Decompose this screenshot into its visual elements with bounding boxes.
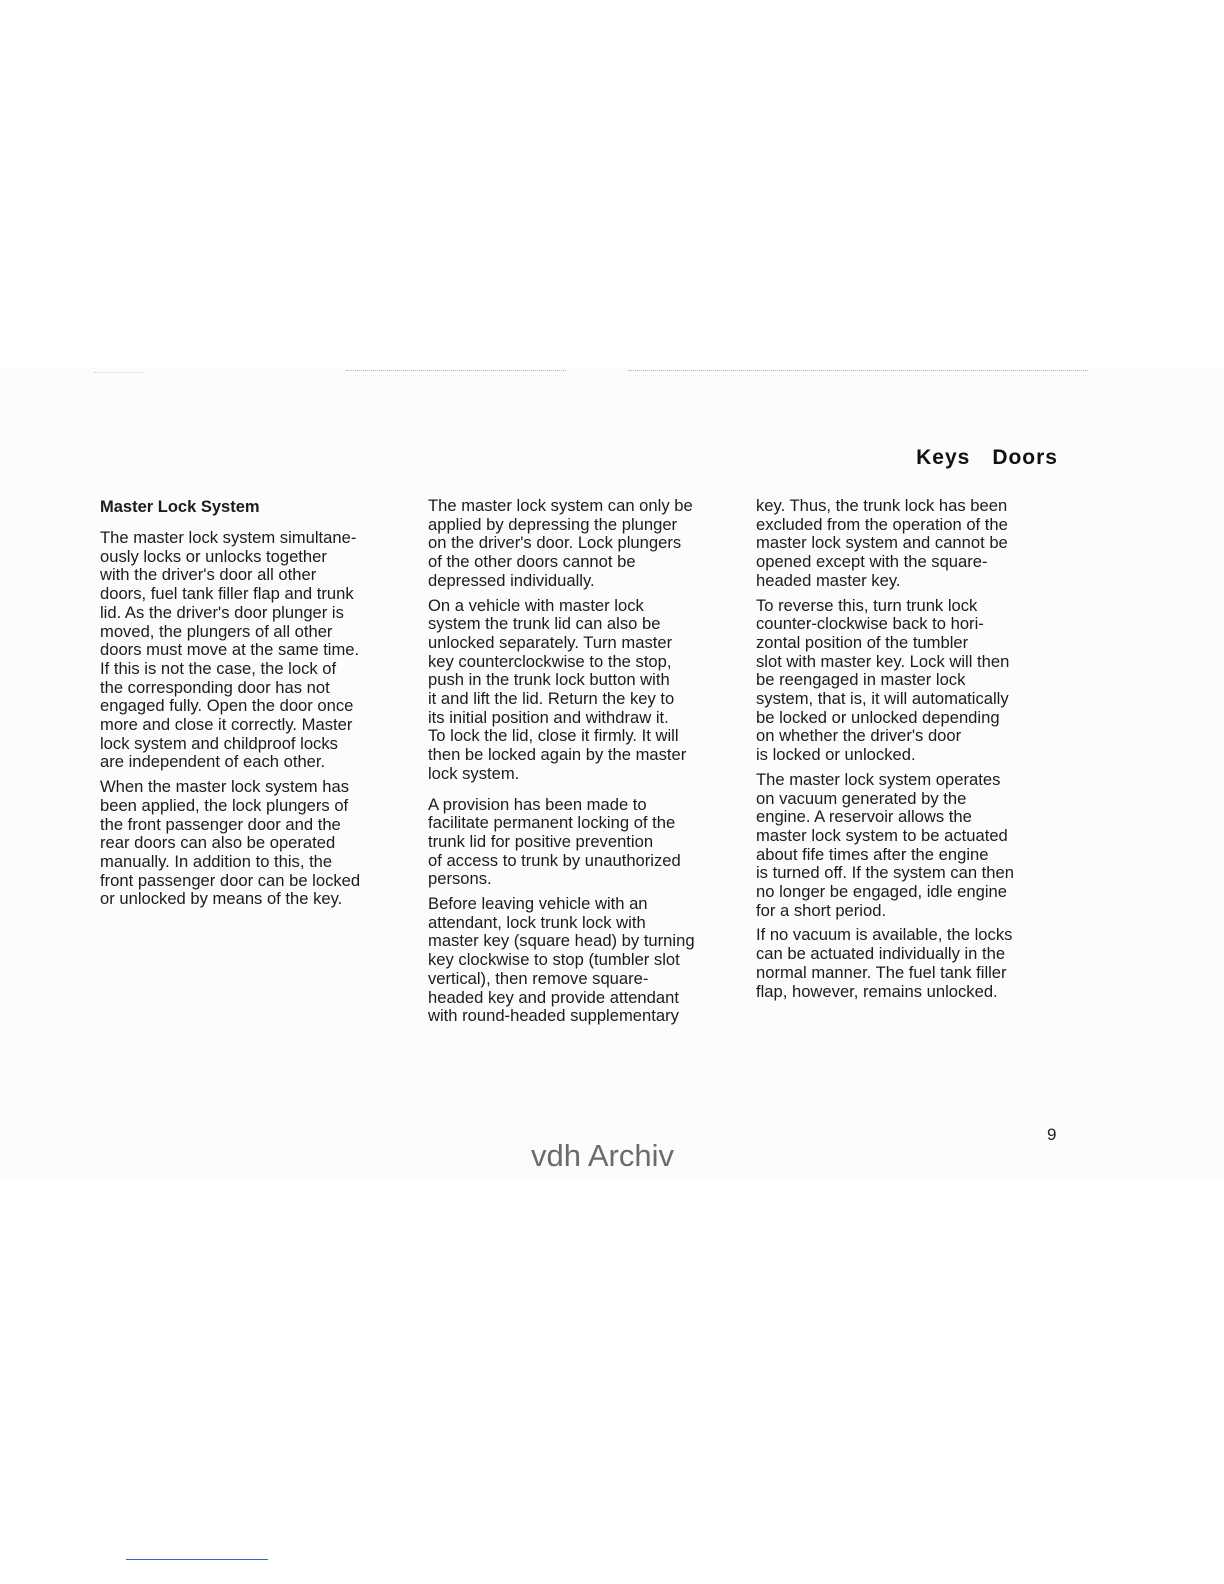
paragraph: The master lock system operates on vacuum generated by the engine. A reservoir allows the master lock system to be actuated about fife times after the engine is turned off. If the system can then no longer be engaged, idle engine for a short period.: [756, 769, 1014, 920]
page-number: 9: [1047, 1125, 1057, 1144]
paragraph: On a vehicle with master lock system the trunk lid can also be unlocked separately. Turn master key counterclockwise to the stop, push in the trunk lock button with it and lift the lid. Return the key to its initial position and withdraw it. To lock the lid, close it firmly. It will then be locked again by the master lock system.: [428, 595, 687, 783]
top-rule-middle: [346, 370, 566, 371]
footer-link-underline: [126, 1559, 268, 1560]
paragraph: If no vacuum is available, the locks can be actuated individually in the normal manner. The fuel tank filler flap, however, remains unlocked.: [756, 925, 1013, 1001]
text-column-2: [428, 497, 734, 1032]
paragraph: To reverse this, turn trunk lock counter-clockwise back to hori- zontal position of the tumbler slot with master key. Lock will then be reengaged in master lock system, that is, it will automatically be locked or unlocked depending on whether the driver's door is locked or unlocked.: [756, 595, 1010, 765]
text-column-3: [756, 497, 1062, 1007]
paragraph: A provision has been made to facilitate permanent locking of the trunk lid for positive prevention of access to trunk by unauthorized persons.: [428, 794, 681, 889]
header-keys: Keys: [916, 446, 971, 469]
paragraph: The master lock system can only be applied by depressing the plunger on the driver's door. Lock plungers of the other doors cannot be depressed individually.: [428, 496, 693, 590]
text-column-1: [100, 497, 405, 915]
top-rule-right: [628, 370, 1088, 371]
paragraph: The master lock system simultane- ously locks or unlocks together with the driver's door all other doors, fuel tank filler flap and trunk lid. As the driver's door plunger is moved, the plungers of all other doors must move at the same time. If this is not the case, the lock of the corresponding door has not engaged fully. Open the door once more and close it correctly. Master lock system and childproof locks are independent of each other.: [100, 528, 360, 772]
watermark-text: vdh Archiv: [531, 1138, 675, 1173]
paragraph: key. Thus, the trunk lock has been excluded from the operation of the master lock system and cannot be opened except with the square- headed master key.: [756, 496, 1008, 590]
paragraph: When the master lock system has been applied, the lock plungers of the front passenger door and the rear doors can also be operated manually. In addition to this, the front passenger door can be locked or unlocked by means of the key.: [100, 777, 361, 909]
section-title: Master Lock System: [100, 498, 260, 516]
paragraph: Before leaving vehicle with an attendant, lock trunk lock with master key (square head) by turning key clockwise to stop (tumbler slot vertical), then remove square- headed key and provide attendant with round-headed supplementary: [428, 894, 695, 1026]
section-header: [916, 446, 1058, 470]
header-doors: Doors: [992, 446, 1058, 469]
top-rule-left: [94, 372, 144, 373]
